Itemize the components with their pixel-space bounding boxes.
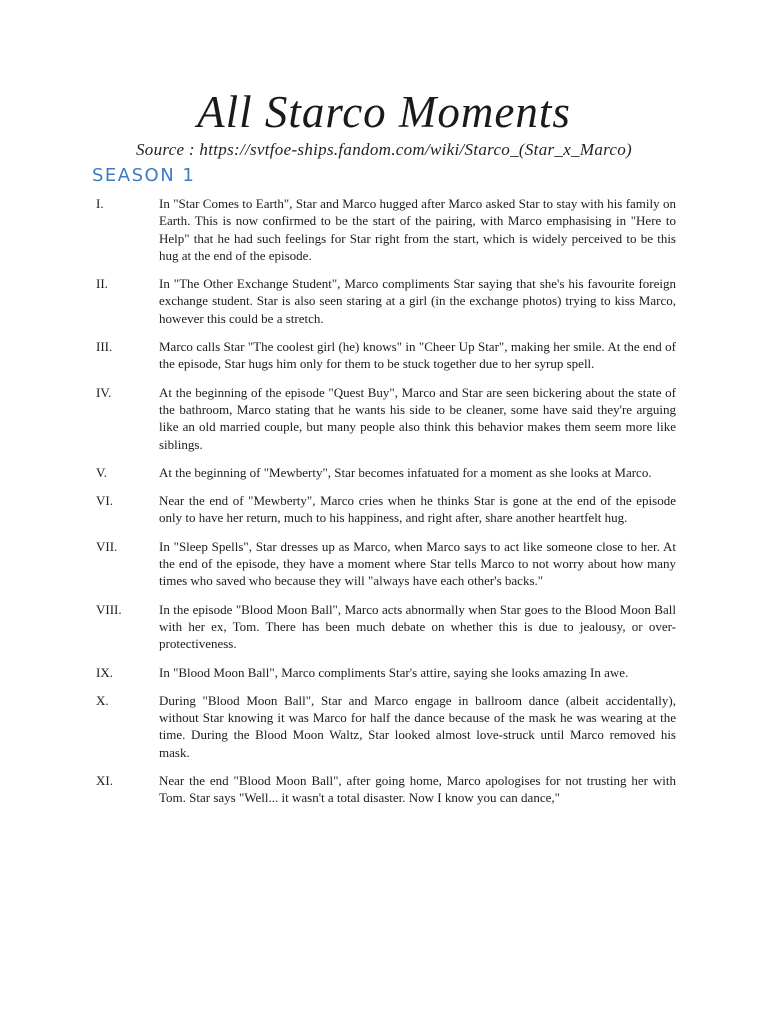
list-item	[96, 195, 676, 264]
moments-list	[96, 195, 676, 818]
list-item-text: At the beginning of the episode "Quest Buy", Marco and Star are seen bickering about the state of the bathroom, Marco stating that he wants his side to be cleaner, some have said they're arguing like an old married couple, but many people also think this behavior makes them seem more like siblings.	[159, 384, 676, 452]
list-item	[96, 664, 676, 681]
list-item-text: In "Star Comes to Earth", Star and Marco hugged after Marco asked Star to stay with his family on Earth. This is now confirmed to be the start of the pairing, with Marco emphasising in "Here to Help" that he had such feelings for Star right from the start, which is widely perceived to be this hug at the end of the episode.	[159, 196, 676, 263]
list-item-number: VI.	[96, 493, 113, 509]
list-item-text: Near the end "Blood Moon Ball", after going home, Marco apologises for not trusting her with Tom. Star says "Well... it wasn't a total disaster. Now I know you can dance,"	[159, 773, 676, 806]
source-line: Source : https://svtfoe-ships.fandom.com/wiki/Starco_(Star_x_Marco)	[135, 140, 633, 159]
list-item-number: III.	[96, 339, 113, 355]
list-item	[96, 338, 676, 373]
list-item	[96, 275, 676, 327]
list-item-text: In "The Other Exchange Student", Marco compliments Star saying that she's his favourite foreign exchange student. Star is also seen staring at a girl (in the exchange photos) trying to kiss Marco, however this could be a stretch.	[159, 276, 676, 326]
list-item-number: X.	[96, 692, 109, 708]
list-item-number: I.	[96, 196, 104, 211]
list-item	[96, 601, 676, 653]
document-title: All Starco Moments	[197, 87, 571, 137]
list-item-number: VIII.	[96, 601, 122, 617]
list-item-text: Marco calls Star "The coolest girl (he) knows" in "Cheer Up Star", making her smile. At the end of the episode, Star hugs him only for them to be stuck together due to her syrup spell.	[159, 339, 676, 372]
list-item-number: VII.	[96, 538, 118, 554]
list-item-number: V.	[96, 464, 107, 480]
list-item-number: II.	[96, 276, 108, 292]
list-item-text: Near the end of "Mewberty", Marco cries when he thinks Star is gone at the end of the episode only to have her return, much to his happiness, and right after, share another heartfelt hug.	[159, 493, 676, 526]
list-item	[96, 692, 676, 761]
list-item-number: IX.	[96, 664, 113, 680]
list-item-number: IV.	[96, 384, 112, 400]
season-heading: SEASON 1	[92, 165, 196, 186]
list-item-text: At the beginning of "Mewberty", Star becomes infatuated for a moment as she looks at Marco.	[159, 464, 652, 480]
list-item-text: In "Sleep Spells", Star dresses up as Marco, when Marco says to act like someone close to her. At the end of the episode, they have a moment where Star tells Marco to not worry about how many times who saved who because they will "always have each other's backs."	[159, 538, 676, 589]
list-item	[96, 538, 676, 590]
list-item-text: In "Blood Moon Ball", Marco compliments Star's attire, saying she looks amazing In awe.	[159, 664, 629, 680]
list-item	[96, 464, 676, 481]
list-item	[96, 492, 676, 527]
list-item-text: During "Blood Moon Ball", Star and Marco engage in ballroom dance (albeit accidentally), without Star knowing it was Marco for half the dance because of the mask he was wearing at the time. During the Blood Moon Waltz, Star looked almost love-struck until Marco removed his mask.	[159, 692, 676, 760]
list-item	[96, 384, 676, 453]
list-item	[96, 772, 676, 807]
list-item-number: XI.	[96, 773, 113, 789]
list-item-text: In the episode "Blood Moon Ball", Marco acts abnormally when Star goes to the Blood Moon Ball with her ex, Tom. There has been much debate on whether this is due to jealousy, or over-protectiveness.	[159, 601, 676, 652]
